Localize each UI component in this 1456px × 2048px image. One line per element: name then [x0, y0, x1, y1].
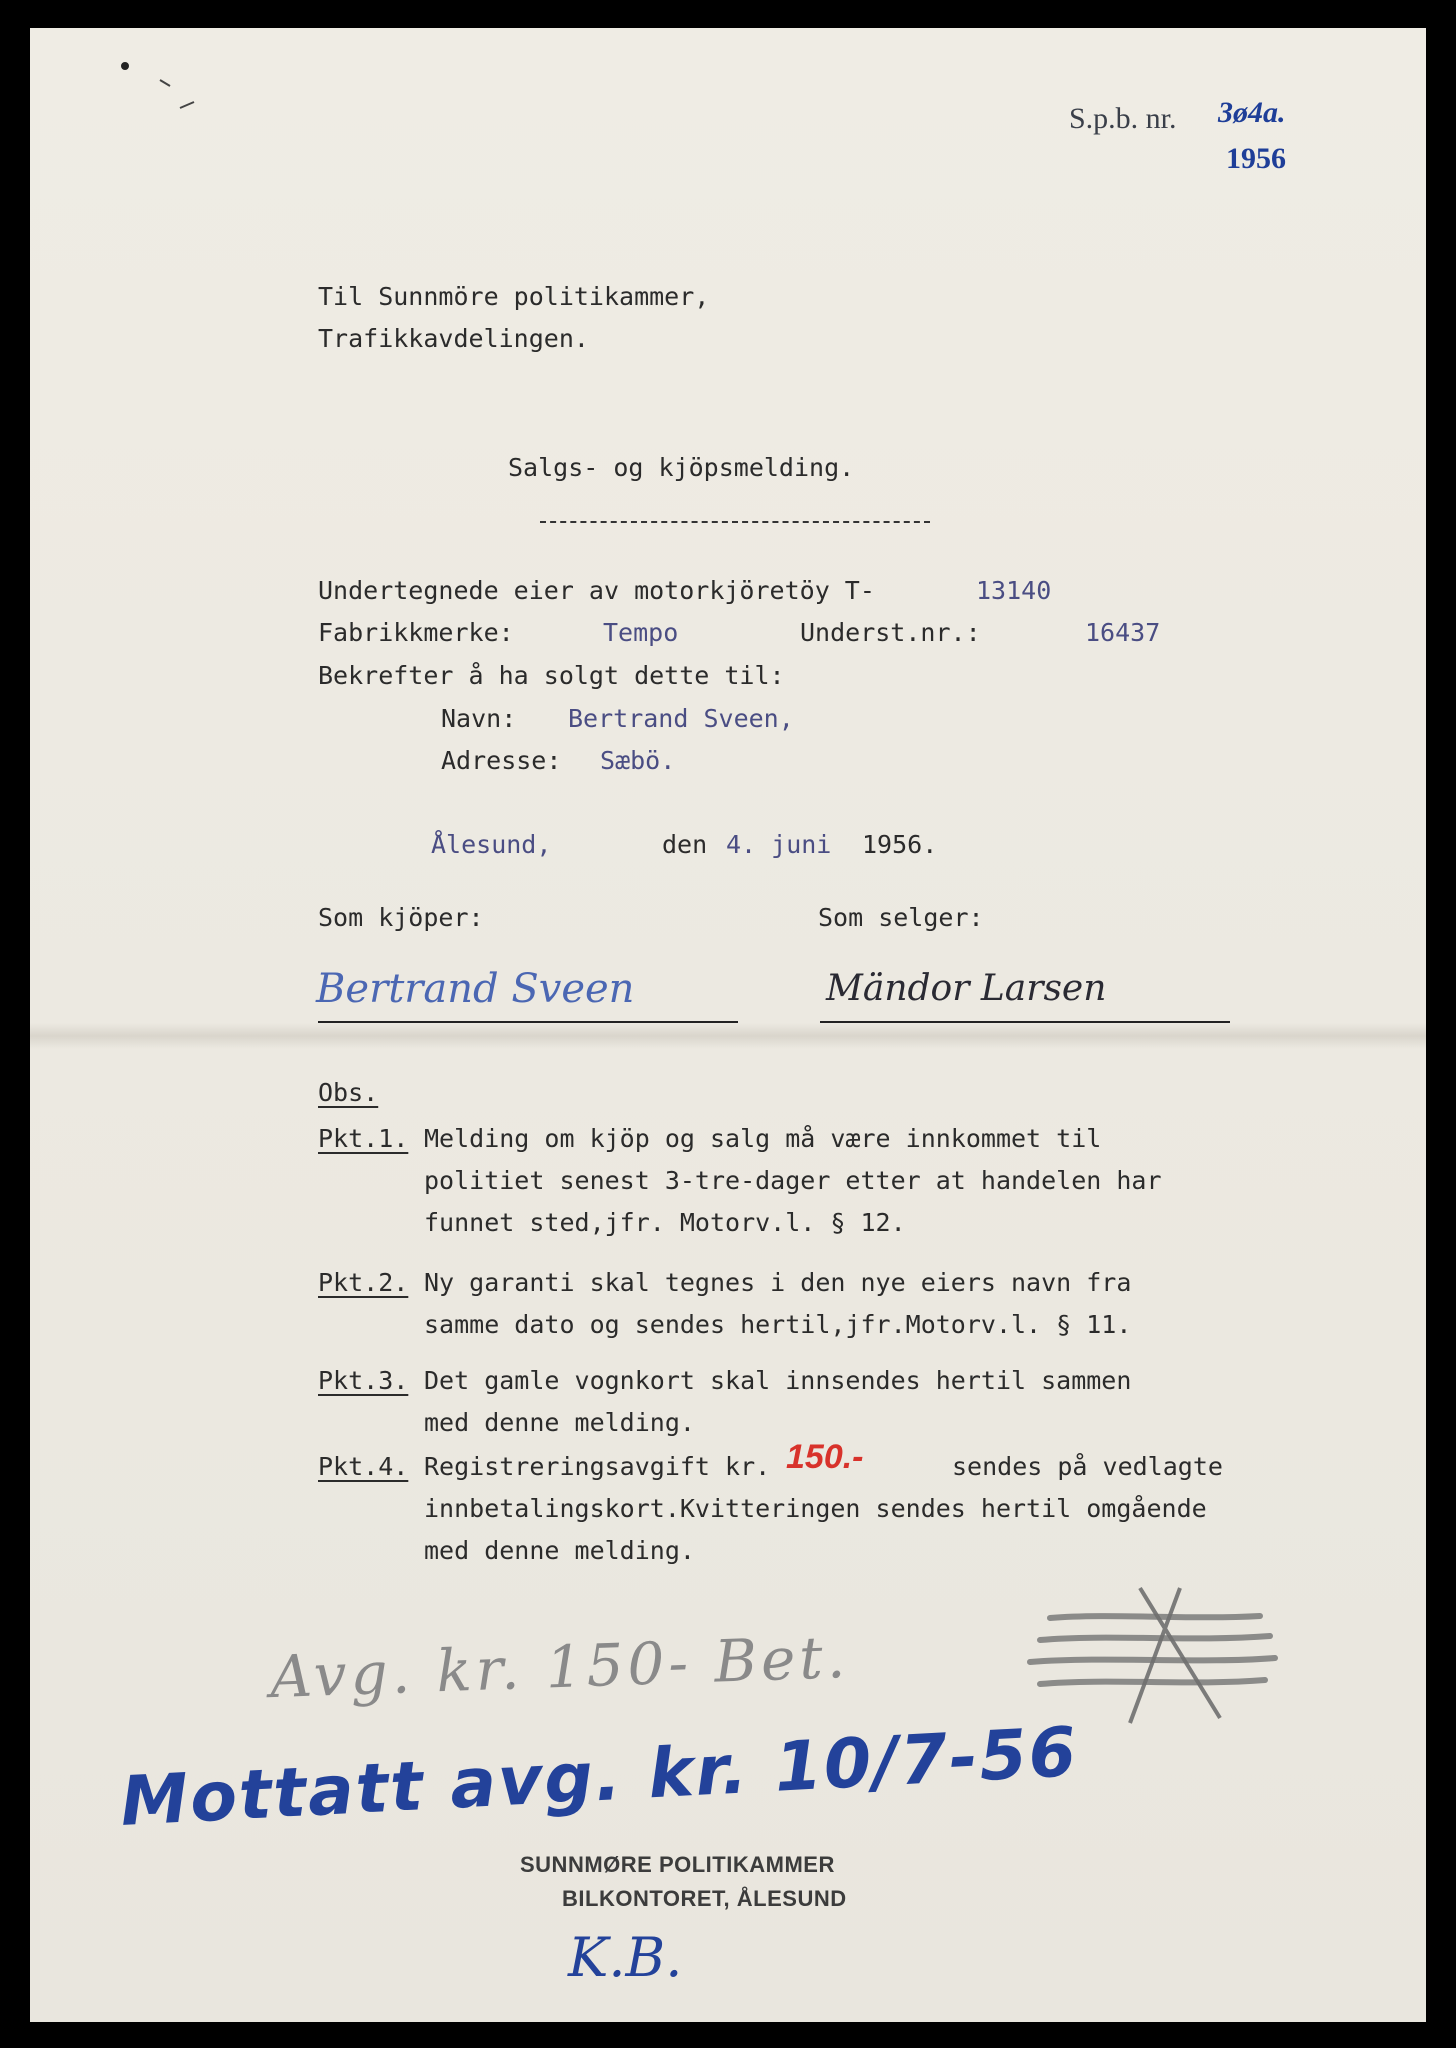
note-2-label: Pkt.2.: [318, 1268, 409, 1297]
note-4-line-1a: Registreringsavgift kr.: [424, 1452, 771, 1481]
blue-received-note: Mottatt avg. kr. 10/7-56: [118, 1712, 1080, 1843]
make-value: Tempo: [603, 618, 679, 647]
chassis-label: Underst.nr.:: [800, 618, 981, 647]
ink-speck: [121, 62, 129, 70]
pencil-scribble: [1030, 1616, 1275, 1684]
date-prefix: den: [662, 830, 708, 859]
note-3-line-1: Det gamle vognkort skal innsendes hertil sammen: [424, 1366, 1132, 1395]
notes-heading: Obs.: [318, 1078, 379, 1107]
name-value: Bertrand Sveen,: [568, 704, 794, 733]
ink-speck-marks: [160, 80, 194, 108]
buyer-signature: Bertrand Sveen: [316, 966, 635, 1012]
document-page: [30, 28, 1426, 2022]
owner-label: Undertegnede eier av motorkjöretöy T-: [318, 576, 875, 605]
name-label: Navn:: [441, 704, 517, 733]
date-year: 1956.: [862, 830, 938, 859]
pencil-note: Avg. kr. 150- Bet.: [268, 1622, 851, 1712]
address-value: Sæbö.: [600, 746, 676, 775]
initials: K.B.: [568, 1926, 683, 1989]
police-seal-line-1: SUNNMØRE POLITIKAMMER: [520, 1852, 835, 1877]
note-1-line-2: politiet senest 3-tre-dager etter at handelen har: [424, 1166, 1162, 1195]
spb-year: 1956: [1226, 142, 1286, 175]
note-4-line-3: med denne melding.: [424, 1536, 695, 1565]
police-seal-line-2: BILKONTORET, ÅLESUND: [562, 1886, 847, 1911]
note-4-line-1b: sendes på vedlagte: [952, 1452, 1223, 1481]
note-3-label: Pkt.3.: [318, 1366, 409, 1395]
spb-label: S.p.b. nr.: [1069, 102, 1177, 135]
chassis-value: 16437: [1085, 618, 1161, 647]
make-label: Fabrikkmerke:: [318, 618, 514, 647]
address-line-2: Trafikkavdelingen.: [318, 324, 589, 353]
spb-number: 3ø4a.: [1218, 96, 1286, 129]
note-3-line-2: med denne melding.: [424, 1408, 695, 1437]
confirm-label: Bekrefter å ha solgt dette til:: [318, 661, 785, 690]
seller-signature: Mändor Larsen: [826, 968, 1107, 1009]
pencil-strike: [1130, 1588, 1220, 1723]
note-2-line-2: samme dato og sendes hertil,jfr.Motorv.l. § 11.: [424, 1310, 1132, 1339]
buyer-label: Som kjöper:: [318, 903, 484, 932]
vehicle-reg: 13140: [976, 576, 1052, 605]
document-title: Salgs- og kjöpsmelding.: [508, 453, 855, 482]
note-1-label: Pkt.1.: [318, 1124, 409, 1153]
note-4-line-2: innbetalingskort.Kvitteringen sendes hertil omgående: [424, 1494, 1207, 1523]
note-1-line-1: Melding om kjöp og salg må være innkommet til: [424, 1124, 1102, 1153]
note-4-label: Pkt.4.: [318, 1452, 409, 1481]
place: Ålesund,: [431, 830, 552, 859]
address-line-1: Til Sunnmöre politikammer,: [318, 282, 710, 311]
note-1-line-3: funnet sted,jfr. Motorv.l. § 12.: [424, 1208, 906, 1237]
address-label: Adresse:: [441, 746, 562, 775]
note-2-line-1: Ny garanti skal tegnes i den nye eiers navn fra: [424, 1268, 1132, 1297]
seller-label: Som selger:: [818, 903, 984, 932]
date-value: 4. juni: [726, 830, 832, 859]
handwritten-marks: [30, 28, 1426, 2022]
fee-amount: 150.-: [786, 1438, 864, 1476]
